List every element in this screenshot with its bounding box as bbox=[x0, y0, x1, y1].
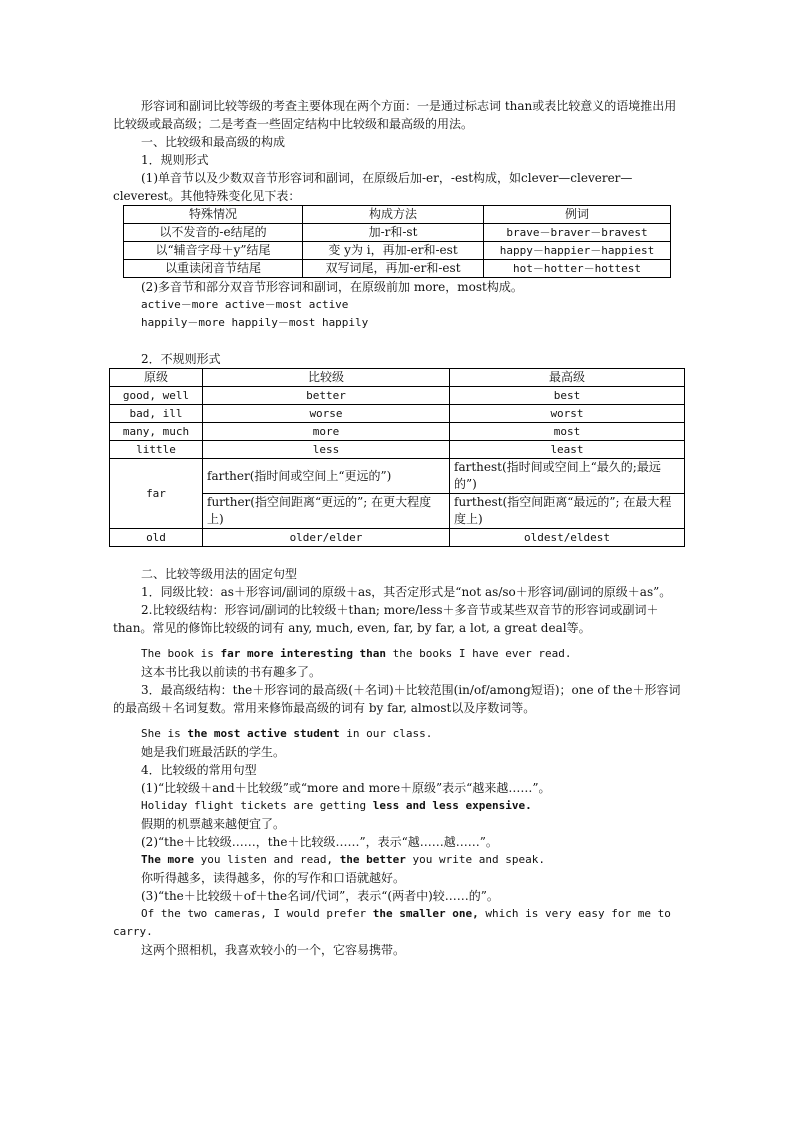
table-cell: hot－hotter－hottest bbox=[484, 260, 671, 278]
section-1-title: 一、比较级和最高级的构成 bbox=[141, 135, 286, 149]
example-translation: 这两个照相机，我喜欢较小的一个，它容易携带。 bbox=[141, 943, 406, 957]
table-cell: further(指空间距离“更远的”; 在更大程度上) bbox=[203, 494, 450, 529]
example-text: which is very easy for me to carry. bbox=[113, 907, 671, 938]
example-text: in our class. bbox=[339, 727, 433, 740]
example-text: you write and speak. bbox=[405, 853, 545, 866]
table-header: 最高级 bbox=[450, 369, 685, 387]
table-cell: farther(指时间或空间上“更远的”) bbox=[203, 459, 450, 494]
example-happily: happily－more happily－most happily bbox=[141, 316, 369, 329]
spacer bbox=[113, 547, 685, 565]
table-cell: less bbox=[203, 441, 450, 459]
rule-superlative-structure: 3．最高级结构：the＋形容词的最高级(＋名词)＋比较范围(in/of/among短语)；one of the＋形容词的最高级＋名词复数。常用来修饰最高级的词有 by far, almost以及序数词等。 bbox=[113, 683, 681, 715]
table-row bbox=[110, 529, 685, 547]
table-row bbox=[124, 260, 671, 278]
example-translation: 假期的机票越来越便宜了。 bbox=[141, 817, 286, 831]
spacer bbox=[113, 637, 685, 645]
example-emphasis: the most active student bbox=[187, 727, 340, 740]
example-sentence bbox=[113, 851, 685, 869]
table-header: 例词 bbox=[484, 206, 671, 224]
table-cell: 以不发音的-e结尾的 bbox=[124, 224, 303, 242]
table-row bbox=[124, 224, 671, 242]
example-sentence bbox=[113, 645, 685, 663]
example-text: Of the two cameras, I would prefer bbox=[141, 907, 373, 920]
pattern-more-and-more: (1)“比较级＋and＋比较级”或“more and more＋原级”表示“越来越……”。 bbox=[141, 781, 551, 795]
irregular-forms-table bbox=[109, 368, 685, 547]
table-cell: little bbox=[110, 441, 203, 459]
table-cell: brave－braver－bravest bbox=[484, 224, 671, 242]
example-emphasis: The more bbox=[141, 853, 194, 866]
example-text: Holiday flight tickets are getting bbox=[141, 799, 373, 812]
table-cell: far bbox=[110, 459, 203, 529]
example-sentence bbox=[113, 905, 685, 941]
table-cell: 以“辅音字母＋y”结尾 bbox=[124, 242, 303, 260]
example-active: active－more active－most active bbox=[141, 298, 349, 311]
rule-comparative-structure: 2.比较级结构：形容词/副词的比较级＋than; more/less＋多音节或某些双音节的形容词或副词＋than。常见的修饰比较级的词有 any, much, even, far, by far, a lot, a great deal等。 bbox=[113, 603, 659, 635]
example-emphasis: far more interesting than bbox=[220, 647, 387, 660]
subsection-irregular-title: 2．不规则形式 bbox=[141, 352, 221, 366]
rule-common-patterns: 4．比较级的常用句型 bbox=[141, 763, 257, 777]
table-cell: worse bbox=[203, 405, 450, 423]
table-header: 特殊情况 bbox=[124, 206, 303, 224]
example-text: you listen and read, bbox=[193, 853, 340, 866]
table-cell: good, well bbox=[110, 387, 203, 405]
example-emphasis: the better bbox=[339, 853, 406, 866]
section-2-title: 二、比较等级用法的固定句型 bbox=[141, 567, 298, 581]
example-text: The book is bbox=[141, 647, 221, 660]
table-row bbox=[110, 459, 685, 494]
table-header-row bbox=[124, 206, 671, 224]
table-cell: better bbox=[203, 387, 450, 405]
table-row bbox=[110, 441, 685, 459]
example-sentence bbox=[113, 797, 685, 815]
rule-equal-comparison: 1．同级比较：as＋形容词/副词的原级＋as，其否定形式是“not as/so＋形容词/副词的原级＋as”。 bbox=[141, 585, 672, 599]
table-header-row bbox=[110, 369, 685, 387]
table-header: 构成方法 bbox=[303, 206, 484, 224]
table-cell: oldest/eldest bbox=[450, 529, 685, 547]
table-row bbox=[110, 423, 685, 441]
table-header: 比较级 bbox=[203, 369, 450, 387]
table-cell: best bbox=[450, 387, 685, 405]
table-cell: 双写词尾，再加-er和-est bbox=[303, 260, 484, 278]
table-row bbox=[124, 242, 671, 260]
spacer bbox=[113, 717, 685, 725]
special-changes-table bbox=[123, 205, 671, 278]
regular-rule-paragraph: (1)单音节以及少数双音节形容词和副词，在原级后加-er，-est构成，如clever—cleverer—cleverest。其他特殊变化见下表： bbox=[113, 171, 633, 203]
table-cell: bad, ill bbox=[110, 405, 203, 423]
table-row bbox=[110, 387, 685, 405]
table-cell: 变 y为 i，再加-er和-est bbox=[303, 242, 484, 260]
table-cell: least bbox=[450, 441, 685, 459]
example-sentence bbox=[113, 725, 685, 743]
example-translation: 她是我们班最活跃的学生。 bbox=[141, 745, 286, 759]
table-row bbox=[110, 405, 685, 423]
table-cell: furthest(指空间距离“最远的”; 在最大程度上) bbox=[450, 494, 685, 529]
table-header: 原级 bbox=[110, 369, 203, 387]
table-cell: older/elder bbox=[203, 529, 450, 547]
document-page bbox=[113, 97, 685, 959]
intro-paragraph: 形容词和副词比较等级的考查主要体现在两个方面：一是通过标志词 than或表比较意义的语境推出用比较级或最高级；二是考查一些固定结构中比较级和最高级的用法。 bbox=[113, 99, 677, 131]
example-emphasis: the smaller one, bbox=[372, 907, 479, 920]
multisyllable-rule-paragraph: (2)多音节和部分双音节形容词和副词，在原级前加 more，most构成。 bbox=[141, 280, 523, 294]
subsection-regular-title: 1．规则形式 bbox=[141, 153, 209, 167]
table-cell: farthest(指时间或空间上“最久的;最远的”) bbox=[450, 459, 685, 494]
spacer bbox=[113, 332, 685, 350]
example-translation: 你听得越多，读得越多，你的写作和口语就越好。 bbox=[141, 871, 406, 885]
example-text: She is bbox=[141, 727, 188, 740]
table-cell: many, much bbox=[110, 423, 203, 441]
table-cell: 加-r和-st bbox=[303, 224, 484, 242]
table-cell: most bbox=[450, 423, 685, 441]
pattern-the-comparative-of: (3)“the＋比较级＋of＋the名词/代词”，表示“(两者中)较……的”。 bbox=[141, 889, 499, 903]
table-cell: old bbox=[110, 529, 203, 547]
example-translation: 这本书比我以前读的书有趣多了。 bbox=[141, 665, 322, 679]
table-cell: worst bbox=[450, 405, 685, 423]
table-cell: 以重读闭音节结尾 bbox=[124, 260, 303, 278]
table-cell: more bbox=[203, 423, 450, 441]
table-cell: happy－happier－happiest bbox=[484, 242, 671, 260]
pattern-the-more-the-more: (2)“the＋比较级……，the＋比较级……”，表示“越……越……”。 bbox=[141, 835, 498, 849]
example-text: the books I have ever read. bbox=[386, 647, 572, 660]
example-emphasis: less and less expensive. bbox=[372, 799, 532, 812]
